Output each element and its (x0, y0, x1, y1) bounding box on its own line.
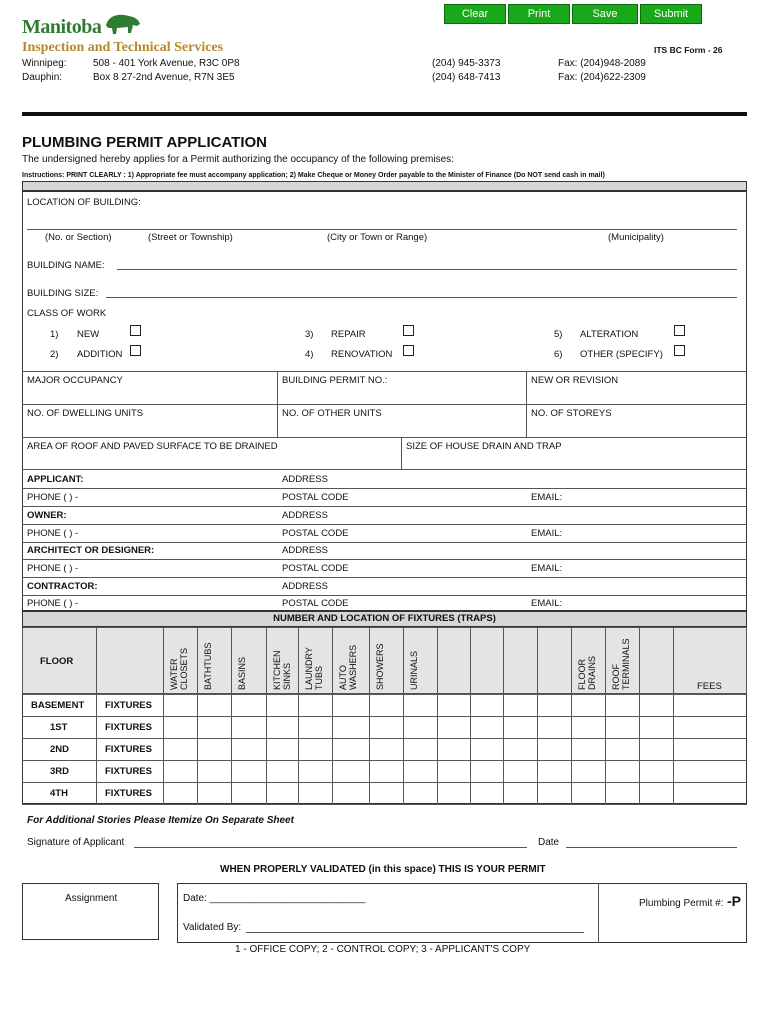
row-divider (22, 577, 747, 578)
row-divider (22, 559, 747, 560)
validated-by-field[interactable] (246, 932, 584, 933)
owner-label: OWNER: (27, 510, 67, 521)
class-num: 6) (554, 349, 563, 360)
class-num: 3) (305, 329, 314, 340)
postal-label: POSTAL CODE (282, 598, 349, 609)
fees-header: FEES (697, 681, 722, 692)
floor-row-label: BASEMENT (31, 700, 85, 711)
location-part: (Street or Township) (148, 232, 233, 243)
phone-label: PHONE ( ) - (27, 528, 79, 539)
bison-icon (103, 11, 143, 37)
row-divider (22, 469, 747, 470)
fixtures-label: FIXTURES (105, 766, 152, 777)
print-button[interactable]: Print (508, 4, 570, 24)
email-label: EMAIL: (531, 492, 563, 503)
fixture-column-header: FLOOR DRAINS (577, 655, 597, 690)
repair-checkbox[interactable] (403, 325, 414, 336)
building-name-field[interactable] (117, 269, 737, 270)
renovation-checkbox[interactable] (403, 345, 414, 356)
row-divider (22, 595, 747, 596)
fixture-column-header: BATHTUBS (203, 642, 213, 690)
location-part: (Municipality) (608, 232, 664, 243)
postal-label: POSTAL CODE (282, 563, 349, 574)
section-header-bar (22, 181, 747, 191)
row-divider (22, 437, 747, 438)
location-part: (City or Town or Range) (327, 232, 428, 243)
manitoba-logo-text: Manitoba (22, 16, 102, 38)
floor-row-label: 3RD (50, 766, 70, 777)
roof-area-label: AREA OF ROOF AND PAVED SURFACE TO BE DRAINED (27, 441, 278, 452)
fixtures-title: NUMBER AND LOCATION OF FIXTURES (TRAPS) (22, 611, 747, 627)
row-divider (22, 371, 747, 372)
address-label: ADDRESS (282, 545, 328, 556)
alteration-checkbox[interactable] (674, 325, 685, 336)
additional-stories-note: For Additional Stories Please Itemize On Separate Sheet (27, 815, 294, 826)
fixtures-label: FIXTURES (105, 700, 152, 711)
class-num: 2) (50, 349, 59, 360)
col-divider (401, 437, 402, 469)
address-label: ADDRESS (282, 581, 328, 592)
floor-row-label: 2ND (50, 744, 70, 755)
class-num: 4) (305, 349, 314, 360)
class-label: ADDITION (77, 349, 123, 360)
location-line[interactable] (27, 229, 737, 230)
other-units-label: NO. OF OTHER UNITS (282, 408, 382, 419)
office-phone: (204) 945-3373 (432, 58, 501, 69)
building-size-label: BUILDING SIZE: (27, 288, 99, 299)
header-divider (22, 112, 747, 116)
fixtures-label: FIXTURES (105, 722, 152, 733)
signature-field[interactable] (134, 847, 527, 848)
new-or-revision-label: NEW OR REVISION (531, 375, 619, 386)
submit-button[interactable]: Submit (640, 4, 702, 24)
fixture-column-header: ROOF TERMINALS (611, 638, 631, 690)
permit-date: Date: ____________________________ (183, 893, 366, 904)
email-label: EMAIL: (531, 598, 563, 609)
assignment-box[interactable] (22, 883, 159, 940)
class-num: 1) (50, 329, 59, 340)
fixture-column-header: URINALS (409, 650, 419, 690)
office-fax: Fax: (204)622-2309 (558, 72, 646, 83)
save-button[interactable]: Save (572, 4, 638, 24)
fixture-column-header: AUTO WASHERS (338, 644, 358, 690)
building-name-label: BUILDING NAME: (27, 260, 105, 271)
fixture-column-header: LAUNDRY TUBS (304, 647, 324, 690)
office-address: Box 8 27-2nd Avenue, R7N 3E5 (93, 72, 235, 83)
clear-button[interactable]: Clear (444, 4, 506, 24)
class-of-work-label: CLASS OF WORK (27, 308, 107, 319)
instructions: Instructions: PRINT CLEARLY : 1) Appropriate fee must accompany application; 2) Make Cheque or Money Order payable to the Minister of Finance (Do NOT send cash in mail) (22, 172, 605, 179)
new-checkbox[interactable] (130, 325, 141, 336)
addition-checkbox[interactable] (130, 345, 141, 356)
permit-number-label: Plumbing Permit #: (639, 898, 724, 909)
col-divider (277, 371, 278, 437)
row-divider (22, 804, 747, 805)
class-label: ALTERATION (580, 329, 639, 340)
office-city: Winnipeg: (22, 58, 67, 69)
location-part: (No. or Section) (45, 232, 112, 243)
row-divider (22, 782, 747, 783)
col-divider (526, 371, 527, 437)
row-divider (22, 404, 747, 405)
assignment-label: Assignment (65, 893, 118, 904)
office-city: Dauphin: (22, 72, 63, 83)
office-fax: Fax: (204)948-2089 (558, 58, 646, 69)
dwelling-units-label: NO. OF DWELLING UNITS (27, 408, 144, 419)
department-name: Inspection and Technical Services (22, 40, 224, 55)
fixtures-label: FIXTURES (105, 788, 152, 799)
row-divider (22, 524, 747, 525)
house-drain-label: SIZE OF HOUSE DRAIN AND TRAP (406, 441, 562, 452)
fixture-column-header: KITCHEN SINKS (272, 650, 292, 690)
row-divider (22, 716, 747, 717)
signature-label: Signature of Applicant (27, 837, 125, 848)
fixture-column-header: BASINS (237, 656, 247, 690)
architect-label: ARCHITECT OR DESIGNER: (27, 545, 155, 556)
class-num: 5) (554, 329, 563, 340)
fixtures-label: FIXTURES (105, 744, 152, 755)
building-size-field[interactable] (106, 297, 737, 298)
date-label: Date (538, 837, 560, 848)
applicant-label: APPLICANT: (27, 474, 84, 485)
class-label: OTHER (SPECIFY) (580, 349, 663, 360)
row-divider (22, 542, 747, 543)
validation-box (177, 883, 747, 943)
phone-label: PHONE ( ) - (27, 492, 79, 503)
class-label: REPAIR (331, 329, 366, 340)
page-title: PLUMBING PERMIT APPLICATION (22, 134, 267, 151)
fixture-column-header: WATER CLOSETS (169, 647, 189, 690)
postal-label: POSTAL CODE (282, 528, 349, 539)
address-label: ADDRESS (282, 474, 328, 485)
date-field[interactable] (566, 847, 737, 848)
storeys-label: NO. OF STOREYS (531, 408, 612, 419)
office-phone: (204) 648-7413 (432, 72, 501, 83)
permit-suffix: -P (727, 893, 741, 909)
row-divider (22, 694, 747, 695)
validated-by-label: Validated By: (183, 922, 242, 933)
row-divider (22, 506, 747, 507)
postal-label: POSTAL CODE (282, 492, 349, 503)
class-label: RENOVATION (331, 349, 393, 360)
major-occupancy-label: MAJOR OCCUPANCY (27, 375, 123, 386)
row-divider (22, 738, 747, 739)
floor-row-label: 4TH (50, 788, 68, 799)
phone-label: PHONE ( ) - (27, 563, 79, 574)
floor-header: FLOOR (40, 656, 74, 667)
intro-text: The undersigned hereby applies for a Permit authorizing the occupancy of the following premises: (22, 154, 454, 165)
fixture-column-header: SHOWERS (375, 643, 385, 690)
email-label: EMAIL: (531, 563, 563, 574)
location-label: LOCATION OF BUILDING: (27, 197, 141, 208)
other-checkbox[interactable] (674, 345, 685, 356)
address-label: ADDRESS (282, 510, 328, 521)
validated-note: WHEN PROPERLY VALIDATED (in this space) THIS IS YOUR PERMIT (220, 864, 546, 875)
row-divider (22, 488, 747, 489)
building-permit-no-label: BUILDING PERMIT NO.: (282, 375, 388, 386)
form-id: ITS BC Form - 26 (654, 45, 723, 55)
floor-row-label: 1ST (50, 722, 68, 733)
office-address: 508 - 401 York Avenue, R3C 0P8 (93, 58, 240, 69)
phone-label: PHONE ( ) - (27, 598, 79, 609)
row-divider (22, 760, 747, 761)
col-divider (598, 883, 599, 943)
contractor-label: CONTRACTOR: (27, 581, 98, 592)
email-label: EMAIL: (531, 528, 563, 539)
copies-note: 1 - OFFICE COPY; 2 - CONTROL COPY; 3 - APPLICANT'S COPY (235, 944, 531, 955)
class-label: NEW (77, 329, 100, 340)
